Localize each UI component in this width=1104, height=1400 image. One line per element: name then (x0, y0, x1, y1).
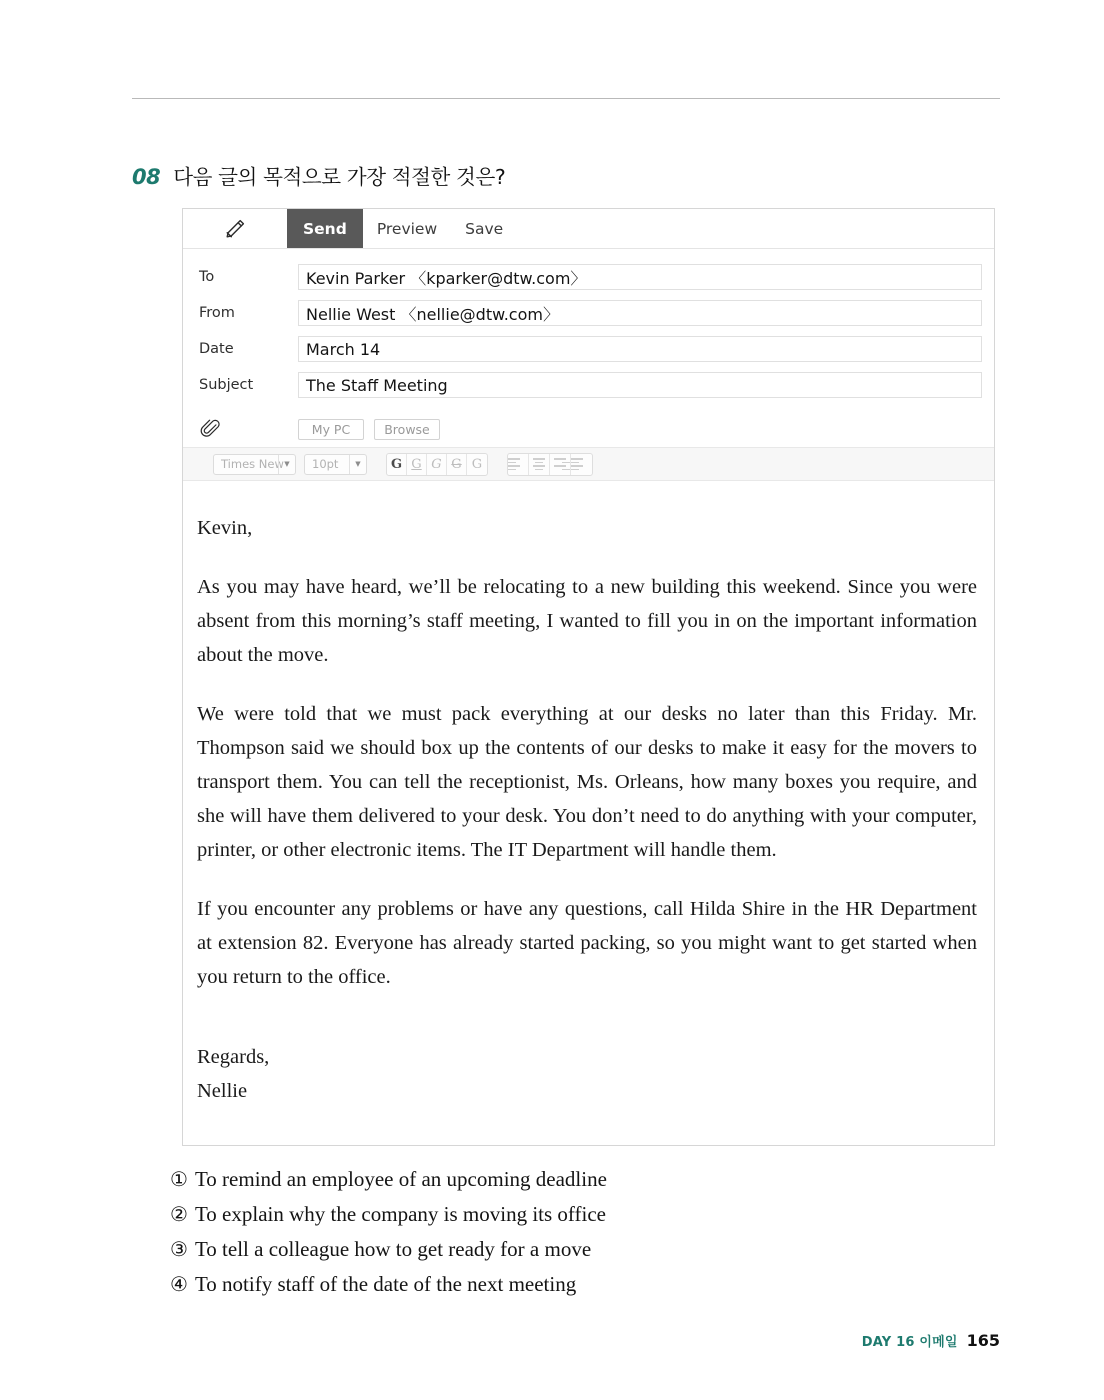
label-date: Date (199, 341, 234, 357)
font-size-value: 10pt (312, 457, 339, 471)
email-paragraph-2: We were told that we must pack everything at our desks no later than this Friday. Mr. Thompson said we should box up the contents of our desks to make it easy for the movers to transport them. You can tell the receptionist, Ms. Orleans, how many boxes you require, and she will have them delivered to your desk. You don’t need to do anything with your computer, printer, or other electronic items. The IT Department will handle them. (197, 703, 977, 861)
field-row-to (197, 261, 982, 293)
compose-pencil-icon (183, 209, 287, 248)
choice-3-text: To tell a colleague how to get ready for a move (194, 1237, 592, 1261)
strikethrough-button[interactable]: G (447, 454, 467, 475)
choice-4-marker: ④ (170, 1274, 188, 1296)
answer-choices (170, 1162, 607, 1302)
choice-3[interactable] (170, 1232, 607, 1267)
label-to: To (199, 269, 215, 285)
email-tab-bar (183, 209, 994, 249)
footer-page-number: 165 (966, 1331, 1000, 1350)
choice-4[interactable] (170, 1267, 607, 1302)
question-header (132, 160, 505, 190)
choice-2-marker: ② (170, 1204, 188, 1226)
question-prompt: 다음 글의 목적으로 가장 적절한 것은? (173, 165, 506, 189)
page-top-rule (132, 98, 1000, 99)
plain-text-button[interactable]: G (471, 456, 483, 472)
align-right-icon[interactable] (550, 454, 571, 475)
email-paragraph-3: If you encounter any problems or have any questions, call Hilda Shire in the HR Department at extension 82. Everyone has already started packing, so you might want to get started when you return to the office. (197, 898, 977, 988)
align-center-icon[interactable] (529, 454, 550, 475)
tab-save[interactable]: Save (465, 219, 504, 238)
field-row-from (197, 297, 982, 329)
page-footer (862, 1331, 1000, 1350)
email-greeting: Kevin, (197, 517, 253, 539)
field-row-date (197, 333, 982, 365)
bold-button[interactable]: G (387, 454, 407, 475)
email-body-editor[interactable] (183, 481, 994, 1118)
attach-browse-button[interactable]: Browse (374, 419, 440, 440)
field-row-subject (197, 369, 982, 401)
email-signature: Nellie (197, 1080, 248, 1102)
input-from[interactable]: Nellie West 〈nellie@dtw.com〉 (298, 300, 982, 326)
italic-button[interactable]: G (427, 454, 447, 475)
format-toolbar (183, 447, 994, 481)
align-left-icon[interactable] (508, 454, 529, 475)
attach-my-pc-button[interactable]: My PC (298, 419, 364, 440)
underline-button[interactable]: G (407, 454, 427, 475)
chevron-down-icon: ▼ (349, 455, 366, 474)
input-date[interactable]: March 14 (298, 336, 982, 362)
input-subject[interactable]: The Staff Meeting (298, 372, 982, 398)
text-style-button-group (386, 453, 488, 476)
alignment-button-group (507, 453, 593, 476)
label-from: From (199, 305, 235, 321)
font-family-value: Times New (221, 457, 284, 471)
choice-1-marker: ① (170, 1169, 188, 1191)
attachment-row (183, 411, 994, 447)
email-compose-window (182, 208, 995, 1146)
font-size-select[interactable] (304, 454, 367, 475)
align-justify-icon[interactable] (571, 454, 592, 475)
label-subject: Subject (199, 377, 254, 393)
choice-1[interactable] (170, 1162, 607, 1197)
tab-send[interactable]: Send (287, 209, 363, 248)
chevron-down-icon: ▼ (278, 455, 295, 474)
choice-4-text: To notify staff of the date of the next meeting (194, 1272, 577, 1296)
email-paragraph-1: As you may have heard, we’ll be relocating to a new building this weekend. Since you were absent from this morning’s staff meeting, I wanted to fill you in on the important information about the move. (197, 576, 977, 666)
paperclip-icon (197, 418, 298, 440)
email-closing: Regards, (197, 1046, 270, 1068)
font-family-select[interactable] (213, 454, 296, 475)
input-to[interactable]: Kevin Parker 〈kparker@dtw.com〉 (298, 264, 982, 290)
choice-2[interactable] (170, 1197, 607, 1232)
choice-2-text: To explain why the company is moving its office (194, 1202, 607, 1226)
choice-1-text: To remind an employee of an upcoming deadline (194, 1167, 607, 1191)
footer-day-label: DAY 16 이메일 (861, 1335, 958, 1350)
email-header-fields (183, 249, 994, 409)
choice-3-marker: ③ (170, 1239, 188, 1261)
tab-preview[interactable]: Preview (376, 219, 438, 238)
email-signature-block (197, 1040, 977, 1108)
question-number: 08 (132, 165, 161, 189)
